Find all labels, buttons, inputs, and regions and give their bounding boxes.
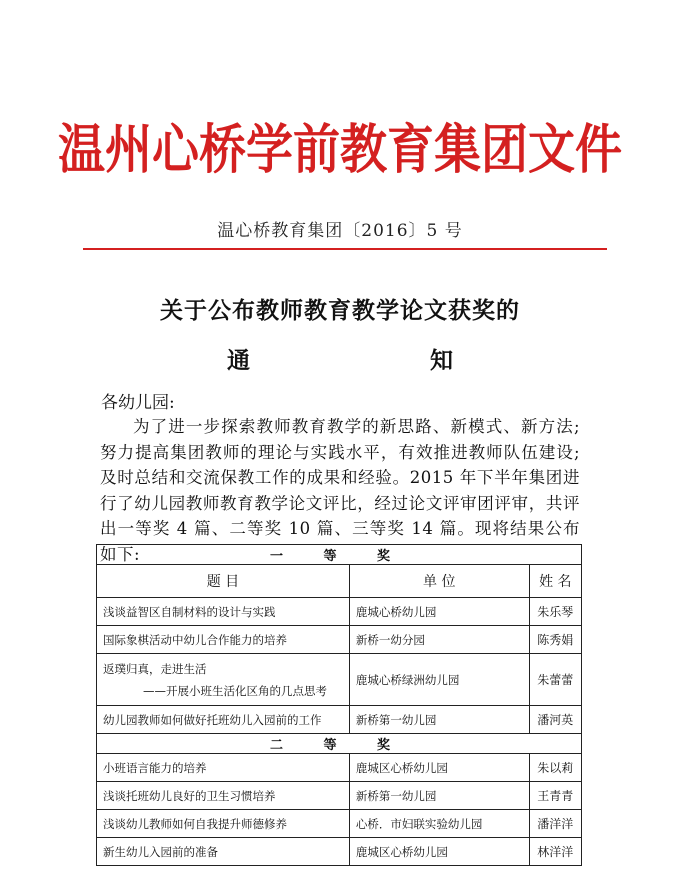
notice-subtitle-right: 知 — [430, 347, 453, 374]
paper-title: 国际象棋活动中幼儿合作能力的培养 — [97, 626, 350, 654]
paper-title-cell — [97, 654, 350, 706]
paper-author: 朱蕾蕾 — [529, 654, 581, 706]
paper-author: 朱乐琴 — [529, 598, 581, 626]
paper-title: 小班语言能力的培养 — [97, 754, 350, 782]
table-row — [97, 598, 582, 626]
paper-author: 林洋洋 — [529, 838, 581, 866]
table-row — [97, 838, 582, 866]
notice-title: 关于公布教师教育教学论文获奖的 — [160, 297, 520, 324]
column-header-row — [97, 565, 582, 598]
table-row — [97, 626, 582, 654]
paper-unit: 心桥．市妇联实验幼儿园 — [349, 810, 529, 838]
document-number: 温心桥教育集团〔2016〕5 号 — [217, 221, 463, 241]
paper-unit: 鹿城心桥绿洲幼儿园 — [349, 654, 529, 706]
paper-author: 潘河英 — [529, 706, 581, 734]
red-divider — [83, 248, 607, 250]
paper-unit: 新桥第一幼儿园 — [349, 782, 529, 810]
table-row — [97, 706, 582, 734]
paper-title: 返璞归真，走进生活 — [103, 661, 207, 676]
column-header-unit: 单 位 — [349, 565, 529, 598]
paper-unit: 鹿城区心桥幼儿园 — [349, 838, 529, 866]
table-row — [97, 754, 582, 782]
second-prize-label: 二 等 奖 — [97, 734, 582, 754]
paper-unit: 鹿城区心桥幼儿园 — [349, 754, 529, 782]
paper-unit: 鹿城心桥幼儿园 — [349, 598, 529, 626]
paper-subtitle: ——开展小班生活化区角的几点思考 — [143, 683, 327, 698]
paper-author: 潘洋洋 — [529, 810, 581, 838]
notice-subtitle — [0, 342, 680, 375]
table-row — [97, 654, 582, 706]
paper-title: 浅谈托班幼儿良好的卫生习惯培养 — [97, 782, 350, 810]
notice-subtitle-left: 通 — [227, 347, 250, 374]
paper-author: 朱以莉 — [529, 754, 581, 782]
second-prize-header-row — [97, 734, 582, 754]
paper-title: 浅谈益智区自制材料的设计与实践 — [97, 598, 350, 626]
paper-title: 幼儿园教师如何做好托班幼儿入园前的工作 — [97, 706, 350, 734]
document-header-title: 温州心桥学前教育集团文件 — [58, 119, 622, 181]
table-row — [97, 810, 582, 838]
salutation: 各幼儿园: — [101, 393, 175, 413]
paper-title: 浅谈幼儿教师如何自我提升师德修养 — [97, 810, 350, 838]
first-prize-header-row — [97, 545, 582, 565]
paper-author: 陈秀娟 — [529, 626, 581, 654]
column-header-title: 题 目 — [97, 565, 350, 598]
paper-author: 王青青 — [529, 782, 581, 810]
paper-title: 新生幼儿入园前的准备 — [97, 838, 350, 866]
first-prize-label: 一 等 奖 — [97, 545, 582, 565]
awards-table — [96, 544, 582, 866]
column-header-name: 姓 名 — [529, 565, 581, 598]
paper-unit: 新桥一幼分园 — [349, 626, 529, 654]
body-paragraph: 为了进一步探索教师教育教学的新思路、新模式、新方法;努力提高集团教师的理论与实践水平，有效推进教师队伍建设;及时总结和交流保教工作的成果和经验。2015 年下半年集团进行了幼儿园教师教育教学论文评比，经过论文评审团评审，共评出一等奖 4 篇、二等奖 10 篇、三等奖 14 篇。现将结果公布如下: — [100, 417, 580, 564]
paper-unit: 新桥第一幼儿园 — [349, 706, 529, 734]
table-row — [97, 782, 582, 810]
